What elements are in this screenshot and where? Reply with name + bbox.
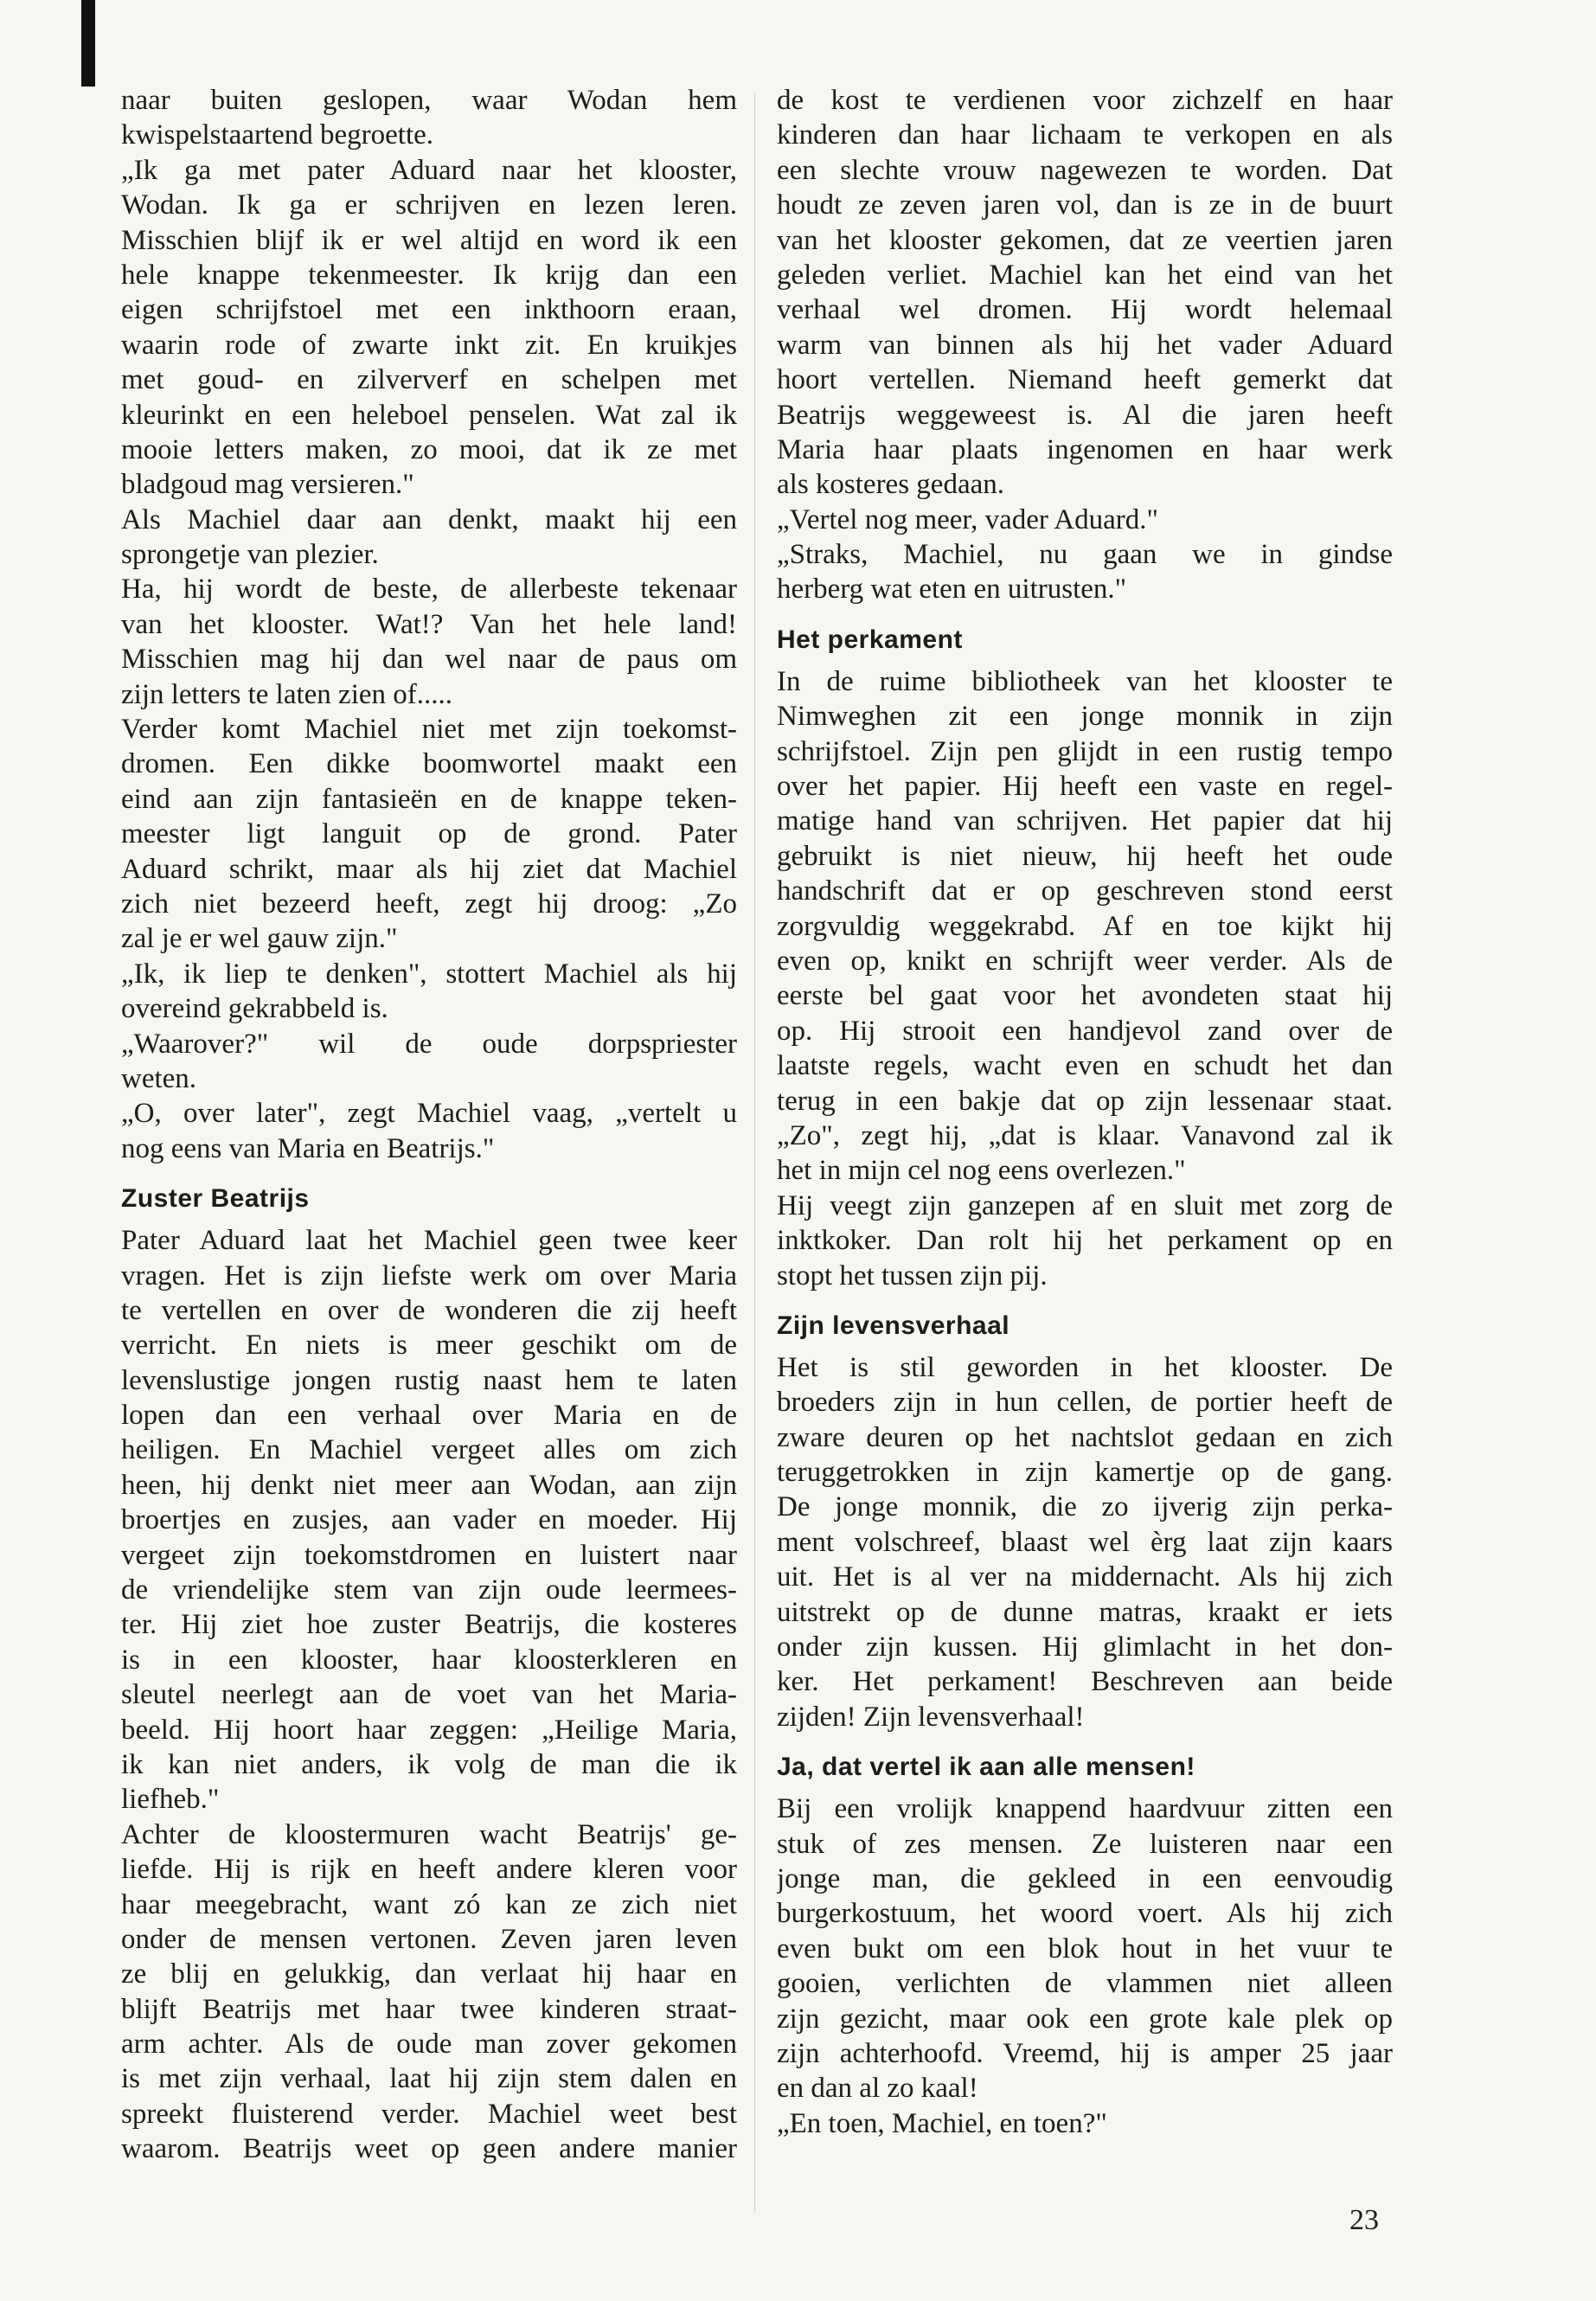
text-line: de kost te verdienen voor zichzelf en haar bbox=[777, 85, 1393, 116]
text-line: over het papier. Hij heeft een vaste en regel- bbox=[777, 771, 1393, 803]
text-line: „Straks, Machiel, nu gaan we in gindse bbox=[777, 539, 1393, 571]
text-line: liefheb." bbox=[121, 1784, 220, 1816]
text-line: ker. Het perkament! Beschreven aan beide bbox=[777, 1666, 1393, 1698]
column-divider bbox=[754, 93, 755, 2213]
text-line: dromen. Een dikke boomwortel maakt een bbox=[121, 748, 737, 780]
text-line: In de ruime bibliotheek van het klooster te bbox=[777, 665, 1393, 697]
text-line: „O, over later", zegt Machiel vaag, „vertelt u bbox=[121, 1098, 737, 1130]
text-line: eigen schrijfstoel met een inkthoorn eraan, bbox=[121, 294, 737, 326]
text-line: even bukt om een blok hout in het vuur te bbox=[777, 1932, 1393, 1965]
text-line: onder zijn kussen. Hij glimlacht in het don- bbox=[777, 1631, 1393, 1663]
text-line: onder de mensen vertonen. Zeven jaren leven bbox=[121, 1923, 737, 1955]
text-line: beeld. Hij hoort haar zeggen: „Heilige Maria, bbox=[121, 1714, 737, 1746]
section-heading: Zuster Beatrijs bbox=[121, 1184, 310, 1214]
text-line: verhaal wel dromen. Hij wordt helemaal bbox=[777, 294, 1393, 326]
text-line: kwispelstaartend begroette. bbox=[121, 119, 434, 151]
text-line: Misschien blijf ik er wel altijd en word ik een bbox=[121, 224, 737, 256]
text-line: vragen. Het is zijn liefste werk om over Maria bbox=[121, 1259, 737, 1292]
text-line: sleutel neerlegt aan de voet van het Maria- bbox=[121, 1679, 737, 1711]
text-line: ik kan niet anders, ik volg de man die ik bbox=[121, 1748, 737, 1780]
text-line: sprongetje van plezier. bbox=[121, 539, 379, 571]
text-line: en dan al zo kaal! bbox=[777, 2073, 978, 2105]
text-line: laatste regels, wacht even en schudt het dan bbox=[777, 1050, 1393, 1082]
text-line: een slechte vrouw nagewezen te worden. Dat bbox=[777, 154, 1393, 186]
page-number: 23 bbox=[1349, 2204, 1379, 2236]
text-line: De jonge monnik, die zo ijverig zijn perka- bbox=[777, 1491, 1393, 1523]
text-line: eerste bel gaat voor het avondeten staat hij bbox=[777, 980, 1393, 1012]
text-line: blijft Beatrijs met haar twee kinderen straat- bbox=[121, 1993, 737, 2025]
text-line: zijn achterhoofd. Vreemd, hij is amper 25 jaar bbox=[777, 2037, 1393, 2069]
text-line: Wodan. Ik ga er schrijven en lezen leren. bbox=[121, 189, 737, 221]
text-line: arm achter. Als de oude man zover gekomen bbox=[121, 2029, 737, 2061]
text-line: inktkoker. Dan rolt hij het perkament op en bbox=[777, 1225, 1393, 1257]
section-heading: Zijn levensverhaal bbox=[777, 1311, 1010, 1340]
text-line: heen, hij denkt niet meer aan Wodan, aan zijn bbox=[121, 1469, 737, 1501]
text-line: naar buiten geslopen, waar Wodan hem bbox=[121, 85, 737, 116]
text-line: Hij veegt zijn ganzepen af en sluit met zorg de bbox=[777, 1189, 1393, 1221]
text-line: vergeet zijn toekomstdromen en luistert naar bbox=[121, 1539, 737, 1571]
text-line: Achter de kloostermuren wacht Beatrijs' ge- bbox=[121, 1818, 737, 1850]
text-line: is in een klooster, haar kloosterkleren en bbox=[121, 1644, 737, 1676]
text-line: stopt het tussen zijn pij. bbox=[777, 1259, 1048, 1292]
text-line: gooien, verlichten de vlammen niet alleen bbox=[777, 1968, 1393, 2000]
text-line: hoort vertellen. Niemand heeft gemerkt dat bbox=[777, 364, 1393, 396]
text-line: liefde. Hij is rijk en heeft andere kleren voor bbox=[121, 1854, 737, 1886]
text-line: broeders zijn in hun cellen, de portier heeft de bbox=[777, 1387, 1393, 1419]
text-line: Nimweghen zit een jonge monnik in zijn bbox=[777, 701, 1393, 733]
text-line: stuk of zes mensen. Ze luisteren naar een bbox=[777, 1828, 1393, 1860]
text-line: waarin rode of zwarte inkt zit. En kruikjes bbox=[121, 329, 737, 361]
text-line: zal je er wel gauw zijn." bbox=[121, 923, 398, 955]
text-line: te vertellen en over de wonderen die zij heeft bbox=[121, 1294, 737, 1326]
text-line: herberg wat eten en uitrusten." bbox=[777, 574, 1127, 606]
text-line: „Waarover?" wil de oude dorpspriester bbox=[121, 1028, 737, 1060]
text-line: geleden verliet. Machiel kan het eind van het bbox=[777, 259, 1393, 291]
text-line: spreekt fluisterend verder. Machiel weet best bbox=[121, 2098, 737, 2130]
text-line: matige hand van schrijven. Het papier dat hij bbox=[777, 805, 1393, 837]
text-line: Maria haar plaats ingenomen en haar werk bbox=[777, 433, 1393, 465]
text-line: met goud- en zilververf en schelpen met bbox=[121, 364, 737, 396]
right-column bbox=[777, 83, 1393, 2141]
text-line: van het klooster. Wat!? Van het hele land! bbox=[121, 608, 737, 640]
text-line: de vriendelijke stem van zijn oude leermees- bbox=[121, 1574, 737, 1606]
text-line: ter. Hij ziet hoe zuster Beatrijs, die kosteres bbox=[121, 1609, 737, 1641]
text-line: teruggetrokken in zijn kamertje op de gang. bbox=[777, 1457, 1393, 1489]
text-line: Pater Aduard laat het Machiel geen twee keer bbox=[121, 1225, 737, 1257]
text-line: hele knappe tekenmeester. Ik krijg dan een bbox=[121, 259, 737, 291]
text-line: zijden! Zijn levensverhaal! bbox=[777, 1701, 1085, 1733]
text-line: „Zo", zegt hij, „dat is klaar. Vanavond zal ik bbox=[777, 1119, 1393, 1151]
text-line: kleurinkt en een heleboel penselen. Wat zal ik bbox=[121, 399, 737, 431]
text-line: het in mijn cel nog eens overlezen." bbox=[777, 1155, 1186, 1187]
text-line: nog eens van Maria en Beatrijs." bbox=[121, 1132, 495, 1164]
text-line: op. Hij strooit een handjevol zand over de bbox=[777, 1015, 1393, 1047]
text-line: verricht. En niets is meer geschikt om de bbox=[121, 1330, 737, 1362]
text-line: waarom. Beatrijs weet op geen andere manier bbox=[121, 2133, 737, 2165]
text-line: ment volschreef, blaast wel èrg laat zijn kaars bbox=[777, 1526, 1393, 1558]
text-line: uit. Het is al ver na middernacht. Als hij zich bbox=[777, 1561, 1393, 1593]
text-line: „En toen, Machiel, en toen?" bbox=[777, 2107, 1107, 2139]
text-line: Als Machiel daar aan denkt, maakt hij een bbox=[121, 503, 737, 535]
text-line: levenslustige jongen rustig naast hem te laten bbox=[121, 1364, 737, 1396]
text-line: weten. bbox=[121, 1062, 197, 1094]
text-line: eind aan zijn fantasieën en de knappe teken- bbox=[121, 783, 737, 815]
text-line: zijn gezicht, maar ook een grote kale plek op bbox=[777, 2003, 1393, 2035]
text-line: even op, knikt en schrijft weer verder. Als de bbox=[777, 945, 1393, 977]
text-line: terug in een bakje dat op zijn lessenaar staat. bbox=[777, 1085, 1393, 1117]
text-line: Het is stil geworden in het klooster. De bbox=[777, 1351, 1393, 1383]
text-line: houdt ze zeven jaren vol, dan is ze in de buurt bbox=[777, 189, 1393, 221]
text-line: zich niet bezeerd heeft, zegt hij droog: „Zo bbox=[121, 888, 737, 920]
text-line: kinderen dan haar lichaam te verkopen en als bbox=[777, 119, 1393, 151]
text-line: Aduard schrikt, maar als hij ziet dat Machiel bbox=[121, 853, 737, 885]
text-line: haar meegebracht, want zó kan ze zich niet bbox=[121, 1888, 737, 1920]
text-line: meester ligt languit op de grond. Pater bbox=[121, 818, 737, 850]
text-line: Verder komt Machiel niet met zijn toekomst- bbox=[121, 714, 737, 746]
scan-edge-bar bbox=[81, 0, 95, 87]
text-line: „Ik, ik liep te denken", stottert Machiel als hij bbox=[121, 958, 737, 990]
text-line: zijn letters te laten zien of..... bbox=[121, 678, 453, 710]
text-line: jonge man, die gekleed in een eenvoudig bbox=[777, 1862, 1393, 1894]
text-line: van het klooster gekomen, dat ze veertien jaren bbox=[777, 224, 1393, 256]
text-line: mooie letters maken, zo mooi, dat ik ze met bbox=[121, 433, 737, 465]
text-line: „Vertel nog meer, vader Aduard." bbox=[777, 503, 1158, 535]
text-line: warm van binnen als hij het vader Aduard bbox=[777, 329, 1393, 361]
left-column bbox=[121, 83, 737, 2167]
text-line: Ha, hij wordt de beste, de allerbeste tekenaar bbox=[121, 574, 737, 606]
text-line: broertjes en zusjes, aan vader en moeder. Hij bbox=[121, 1504, 737, 1536]
text-line: handschrift dat er op geschreven stond eerst bbox=[777, 875, 1393, 907]
text-line: Bij een vrolijk knappend haardvuur zitten een bbox=[777, 1793, 1393, 1825]
text-line: zware deuren op het nachtslot gedaan en zich bbox=[777, 1421, 1393, 1453]
text-line: schrijfstoel. Zijn pen glijdt in een rustig tempo bbox=[777, 735, 1393, 767]
text-line: ze blij en gelukkig, dan verlaat hij haar en bbox=[121, 1958, 737, 1990]
section-heading: Ja, dat vertel ik aan alle mensen! bbox=[777, 1753, 1195, 1782]
text-line: zorgvuldig weggekrabd. Af en toe kijkt hij bbox=[777, 910, 1393, 942]
text-line: overeind gekrabbeld is. bbox=[121, 993, 388, 1025]
text-line: Misschien mag hij dan wel naar de paus om bbox=[121, 644, 737, 676]
text-line: heiligen. En Machiel vergeet alles om zich bbox=[121, 1434, 737, 1466]
text-line: is met zijn verhaal, laat hij zijn stem dalen en bbox=[121, 2063, 737, 2095]
section-heading: Het perkament bbox=[777, 625, 963, 654]
text-line: als kosteres gedaan. bbox=[777, 469, 1004, 501]
text-line: lopen dan een verhaal over Maria en de bbox=[121, 1400, 737, 1432]
text-line: uitstrekt op de dunne matras, kraakt er iets bbox=[777, 1596, 1393, 1628]
text-line: bladgoud mag versieren." bbox=[121, 469, 414, 501]
text-line: Beatrijs weggeweest is. Al die jaren heeft bbox=[777, 399, 1393, 431]
text-line: burgerkostuum, het woord voert. Als hij zich bbox=[777, 1898, 1393, 1930]
text-line: „Ik ga met pater Aduard naar het klooster, bbox=[121, 154, 737, 186]
text-line: gebruikt is niet nieuw, hij heeft het oude bbox=[777, 840, 1393, 872]
